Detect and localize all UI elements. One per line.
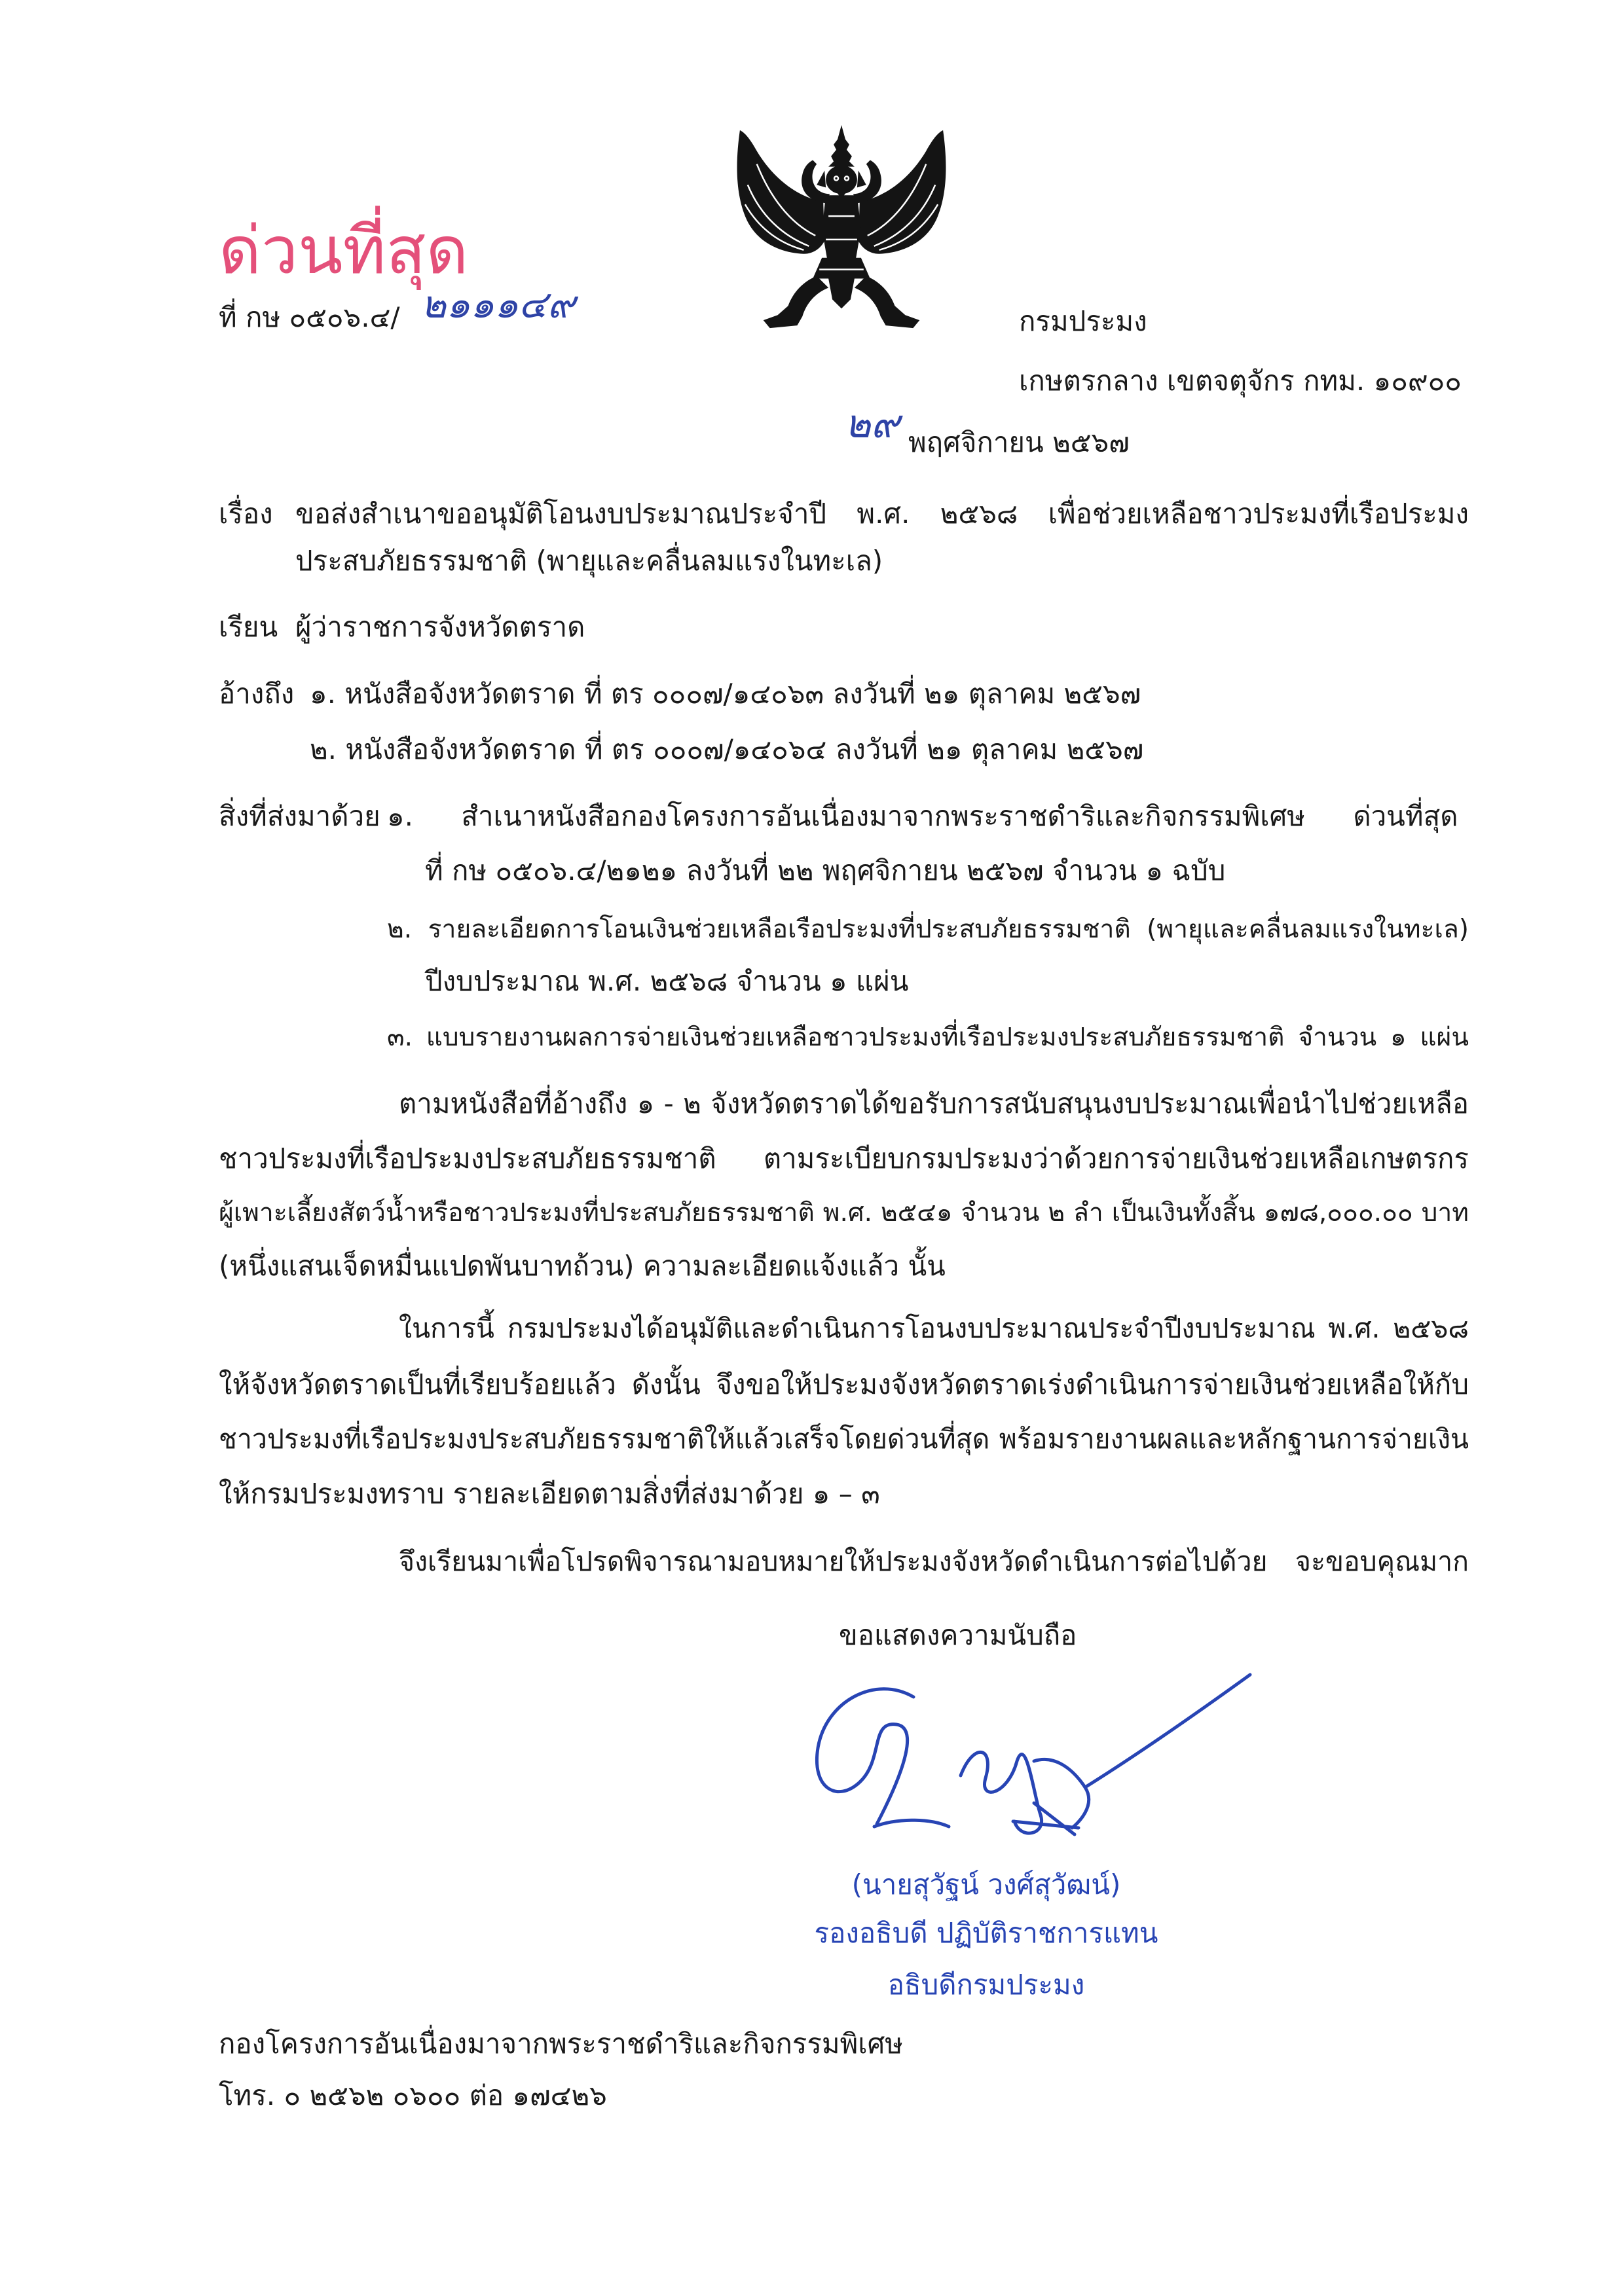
references-label: อ้างถึง [219,678,295,710]
addressee-label: เรียน [219,611,278,643]
subject-line-1: ขอส่งสำเนาขออนุมัติโอนงบประมาณประจำปี พ.ศ. ๒๕๖๘ เพื่อช่วยเหลือชาวประมงที่เรือประมง [295,498,1469,530]
enclosures-label: สิ่งที่ส่งมาด้วย [219,800,380,832]
enclosure-item-line: ๑. สำเนาหนังสือกองโครงการอันเนื่องมาจากพระราชดำริและกิจกรรมพิเศษ ด่วนที่สุด [387,800,1458,832]
reference-item: ๒. หนังสือจังหวัดตราด ที่ ตร ๐๐๐๗/๑๔๐๖๔ ลงวันที่ ๒๑ ตุลาคม ๒๕๖๗ [310,733,1144,765]
signature-icon [797,1663,1255,1872]
urgency-stamp: ด่วนที่สุด [219,212,469,289]
reference-number-handwritten: ๒๑๑๑๔๙ [421,282,576,327]
body-paragraph-line: ชาวประมงที่เรือประมงประสบภัยธรรมชาติให้แล้วเสร็จโดยด่วนที่สุด พร้อมรายงานผลและหลักฐานการจ่ายเงิน [219,1423,1469,1455]
enclosure-item-line: ปีงบประมาณ พ.ศ. ๒๕๖๘ จำนวน ๑ แผ่น [425,965,909,997]
body-paragraph-line: ผู้เพาะเลี้ยงสัตว์น้ำหรือชาวประมงที่ประสบภัยธรรมชาติ พ.ศ. ๒๕๔๑ จำนวน ๒ ลำ เป็นเงินทั้งสิ้น ๑๗๘,๐๐๐.๐๐ บาท [219,1198,1469,1228]
reference-number-prefix: ที่ กษ ๐๕๐๖.๔/ [219,301,400,333]
footer-division: กองโครงการอันเนื่องมาจากพระราชดำริและกิจกรรมพิเศษ [219,2028,903,2060]
reference-item: ๑. หนังสือจังหวัดตราด ที่ ตร ๐๐๐๗/๑๔๐๖๓ ลงวันที่ ๒๑ ตุลาคม ๒๕๖๗ [310,678,1141,710]
enclosure-item-line: ๓. แบบรายงานผลการจ่ายเงินช่วยเหลือชาวประมงที่เรือประมงประสบภัยธรรมชาติ จำนวน ๑ แผ่น [387,1023,1469,1052]
garuda-emblem-icon [731,124,952,335]
body-paragraph-line: (หนึ่งแสนเจ็ดหมื่นแปดพันบาทถ้วน) ความละเอียดแจ้งแล้ว นั้น [219,1250,946,1282]
subject-line-2: ประสบภัยธรรมชาติ (พายุและคลื่นลมแรงในทะเล) [295,545,883,577]
body-paragraph-line: จึงเรียนมาเพื่อโปรดพิจารณามอบหมายให้ประมงจังหวัดดำเนินการต่อไปด้วย จะขอบคุณมาก [399,1546,1469,1577]
body-paragraph-line: ให้กรมประมงทราบ รายละเอียดตามสิ่งที่ส่งมาด้วย ๑ – ๓ [219,1478,880,1510]
footer-phone: โทร. ๐ ๒๕๖๒ ๐๖๐๐ ต่อ ๑๗๔๒๖ [219,2079,607,2111]
enclosure-item-line: ๒. รายละเอียดการโอนเงินช่วยเหลือเรือประมงที่ประสบภัยธรรมชาติ (พายุและคลื่นลมแรงในทะเล) [387,915,1469,944]
closing-salutation: ขอแสดงความนับถือ [839,1619,1077,1651]
body-paragraph-line: ชาวประมงที่เรือประมงประสบภัยธรรมชาติ ตามระเบียบกรมประมงว่าด้วยการจ่ายเงินช่วยเหลือเกษตรกร [219,1142,1469,1175]
signatory-name: (นายสุวัฐน์ วงศ์สุวัฒน์) [851,1868,1121,1901]
addressee-value: ผู้ว่าราชการจังหวัดตราด [295,611,585,643]
body-paragraph-line: ให้จังหวัดตราดเป็นที่เรียบร้อยแล้ว ดังนั้น จึงขอให้ประมงจังหวัดตราดเร่งดำเนินการจ่ายเงินช่วยเหลือให้กับ [219,1368,1469,1400]
issuer-address: เกษตรกลาง เขตจตุจักร กทม. ๑๐๙๐๐ [1019,365,1462,397]
body-paragraph-line: ตามหนังสือที่อ้างถึง ๑ - ๒ จังหวัดตราดได้ขอรับการสนับสนุนงบประมาณเพื่อนำไปช่วยเหลือ [399,1087,1469,1120]
subject-label: เรื่อง [219,498,273,530]
signatory-position: รองอธิบดี ปฏิบัติราชการแทน [814,1917,1158,1949]
issuer-name: กรมประมง [1019,305,1147,337]
date-month-year: พฤศจิกายน ๒๕๖๗ [908,426,1130,458]
enclosure-item-line: ที่ กษ ๐๕๐๖.๔/๒๑๒๑ ลงวันที่ ๒๒ พฤศจิกายน ๒๕๖๗ จำนวน ๑ ฉบับ [425,854,1226,886]
date-day-handwritten: ๒๙ [845,401,900,447]
body-paragraph-line: ในการนี้ กรมประมงได้อนุมัติและดำเนินการโอนงบประมาณประจำปีงบประมาณ พ.ศ. ๒๕๖๘ [399,1313,1469,1344]
signatory-title: อธิบดีกรมประมง [887,1969,1085,2001]
